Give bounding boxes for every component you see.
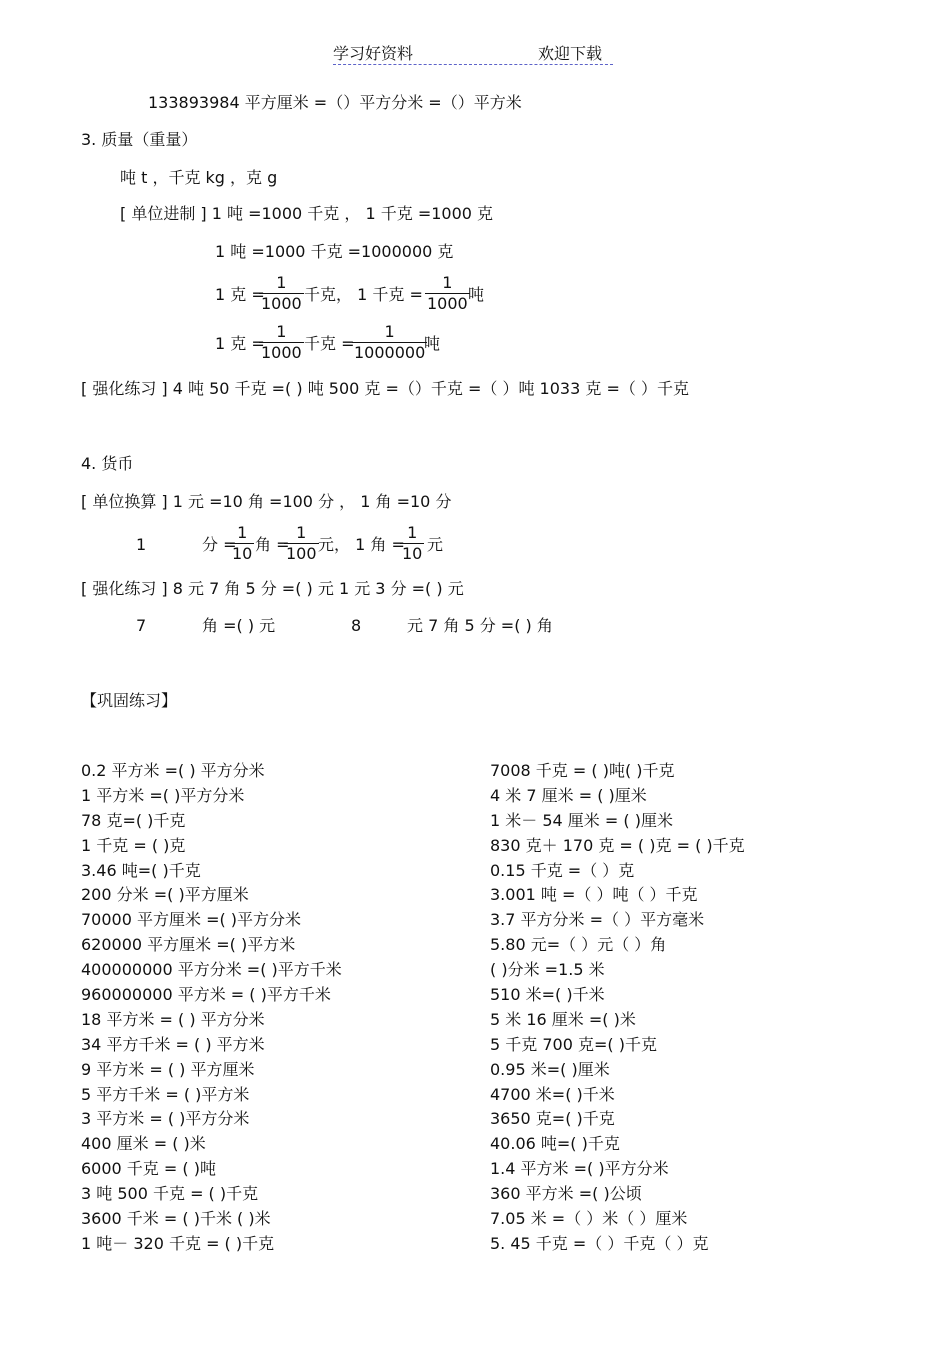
exercise-item: 360 平方米 =( )公顷 <box>490 1184 642 1204</box>
exercise-item: 34 平方千米 = ( ) 平方米 <box>81 1034 265 1054</box>
mass-heading: 3. 质量（重量） <box>81 130 198 149</box>
mass-f2-post: 吨 <box>424 334 441 353</box>
money-heading: 4. 货币 <box>81 454 134 473</box>
mass-practice: [ 强化练习 ] 4 吨 50 千克 =( ) 吨 500 克 =（）千克 =（ ）吨 1033 克 =（ ）千克 <box>81 379 689 398</box>
exercise-item: 5.80 元=（ ）元（ ）角 <box>490 935 667 955</box>
exercise-item: 7008 千克 = ( )吨( )千克 <box>490 761 675 780</box>
exercise-item: 4 米 7 厘米 = ( )厘米 <box>490 785 647 805</box>
exercise-item: 400 厘米 = ( )米 <box>81 1134 206 1154</box>
fraction-1-over-10 <box>230 523 254 564</box>
money-f-a: 分 = <box>202 535 237 554</box>
exercise-item: 9 平方米 = ( ) 平方厘米 <box>81 1059 255 1079</box>
fraction-numerator: 1 <box>284 523 319 544</box>
fraction-denominator: 1000 <box>261 294 302 313</box>
fraction-1-over-10-b <box>400 523 424 564</box>
exercise-item: 1 吨－ 320 千克 = ( )千克 <box>81 1233 275 1253</box>
fraction-denominator: 1000 <box>261 343 302 362</box>
exercise-item: 200 分米 =( )平方厘米 <box>81 885 249 905</box>
header-right: 欢迎下载 <box>538 44 603 63</box>
fraction-numerator: 1 <box>230 523 254 544</box>
exercise-item: 3.001 吨 =（ ）吨（ ）千克 <box>490 885 698 905</box>
mass-f1-pre: 1 克 = <box>215 285 265 304</box>
fraction-numerator: 1 <box>259 273 304 294</box>
fraction-denominator: 10 <box>402 544 423 563</box>
fraction-numerator: 1 <box>352 322 427 343</box>
money-practice-2c: 8 <box>351 616 362 635</box>
mass-units: 吨 t ，千克 kg ，克 g <box>120 168 278 187</box>
exercise-item: 1.4 平方米 =( )平方分米 <box>490 1159 669 1179</box>
fraction-numerator: 1 <box>425 273 470 294</box>
mass-f2-mid: 千克 = <box>304 334 355 353</box>
money-practice-2b: 角 =( ) 元 <box>202 616 276 635</box>
exercise-item: 0.2 平方米 =( ) 平方分米 <box>81 761 265 780</box>
fraction-1-over-1000000 <box>352 322 427 363</box>
exercise-item: 3650 克=( )千克 <box>490 1109 615 1129</box>
exercise-item: 830 克＋ 170 克 = ( )克 = ( )千克 <box>490 835 745 855</box>
money-practice-2a: 7 <box>136 616 147 635</box>
exercise-item: 6000 千克 = ( )吨 <box>81 1159 216 1179</box>
exercise-item: 4700 米=( )千米 <box>490 1084 615 1104</box>
exercise-item: 40.06 吨=( )千克 <box>490 1134 620 1154</box>
fraction-1-over-1000-c <box>259 322 304 363</box>
money-rule: [ 单位换算 ] 1 元 =10 角 =100 分 ， 1 角 =10 分 <box>81 492 452 511</box>
exercise-item: 1 千克 = ( )克 <box>81 835 186 855</box>
exercise-item: 3 吨 500 千克 = ( )千克 <box>81 1184 259 1204</box>
mass-rule: [ 单位进制 ] 1 吨 =1000 千克 ， 1 千克 =1000 克 <box>120 204 494 223</box>
fraction-denominator: 1000 <box>427 294 468 313</box>
mass-f1-post: 吨 <box>468 285 485 304</box>
exercise-item: 400000000 平方分米 =( )平方千米 <box>81 960 342 980</box>
review-title: 【巩固练习】 <box>81 691 178 710</box>
review-left-column <box>81 759 342 1257</box>
money-f-one: 1 <box>136 535 147 554</box>
exercise-item: 3600 千米 = ( )千米 ( )米 <box>81 1209 271 1229</box>
exercise-item: 1 平方米 =( )平方分米 <box>81 785 245 805</box>
exercise-item: 5 千克 700 克=( )千克 <box>490 1034 657 1054</box>
header-divider <box>333 64 613 65</box>
exercise-item: 510 米=( )千米 <box>490 985 605 1005</box>
fraction-1-over-1000-b <box>425 273 470 314</box>
fraction-denominator: 100 <box>286 544 317 563</box>
mass-f1-mid: 千克， 1 千克 = <box>304 285 423 304</box>
exercise-item: 3.7 平方分米 =（ ）平方毫米 <box>490 910 705 930</box>
header-left: 学习好资料 <box>333 44 414 63</box>
exercise-item: 5 米 16 厘米 =( )米 <box>490 1009 636 1029</box>
area-conversion-line: 133893984 平方厘米 =（）平方分米 =（）平方米 <box>148 93 522 112</box>
fraction-numerator: 1 <box>259 322 304 343</box>
exercise-item: ( )分米 =1.5 米 <box>490 960 605 980</box>
exercise-item: 0.15 千克 =（ ）克 <box>490 860 635 880</box>
money-practice-1: [ 强化练习 ] 8 元 7 角 5 分 =( ) 元 1 元 3 分 =( ) 元 <box>81 579 464 598</box>
fraction-1-over-100 <box>284 523 319 564</box>
money-practice-2d: 元 7 角 5 分 =( ) 角 <box>407 616 553 635</box>
money-f-b: 角 = <box>255 535 290 554</box>
exercise-item: 18 平方米 = ( ) 平方分米 <box>81 1009 265 1029</box>
exercise-item: 3.46 吨=( )千克 <box>81 860 201 880</box>
fraction-denominator: 1000000 <box>354 343 426 362</box>
fraction-numerator: 1 <box>400 523 424 544</box>
mass-f2-pre: 1 克 = <box>215 334 265 353</box>
exercise-item: 620000 平方厘米 =( )平方米 <box>81 935 296 955</box>
fraction-1-over-1000 <box>259 273 304 314</box>
exercise-item: 0.95 米=( )厘米 <box>490 1059 610 1079</box>
exercise-item: 5 平方千米 = ( )平方米 <box>81 1084 250 1104</box>
money-f-c: 元， 1 角 = <box>318 535 405 554</box>
exercise-item: 5. 45 千克 =（ ）千克（ ）克 <box>490 1233 709 1253</box>
fraction-denominator: 10 <box>232 544 253 563</box>
exercise-item: 960000000 平方米 = ( )平方千米 <box>81 985 331 1005</box>
review-right-column <box>490 759 745 1257</box>
exercise-item: 7.05 米 =（ ）米（ ）厘米 <box>490 1209 688 1229</box>
exercise-item: 70000 平方厘米 =( )平方分米 <box>81 910 302 930</box>
money-f-d: 元 <box>427 535 444 554</box>
exercise-item: 78 克=( )千克 <box>81 810 186 830</box>
mass-rule-2: 1 吨 =1000 千克 =1000000 克 <box>215 242 454 261</box>
exercise-item: 3 平方米 = ( )平方分米 <box>81 1109 250 1129</box>
exercise-item: 1 米－ 54 厘米 = ( )厘米 <box>490 810 673 830</box>
